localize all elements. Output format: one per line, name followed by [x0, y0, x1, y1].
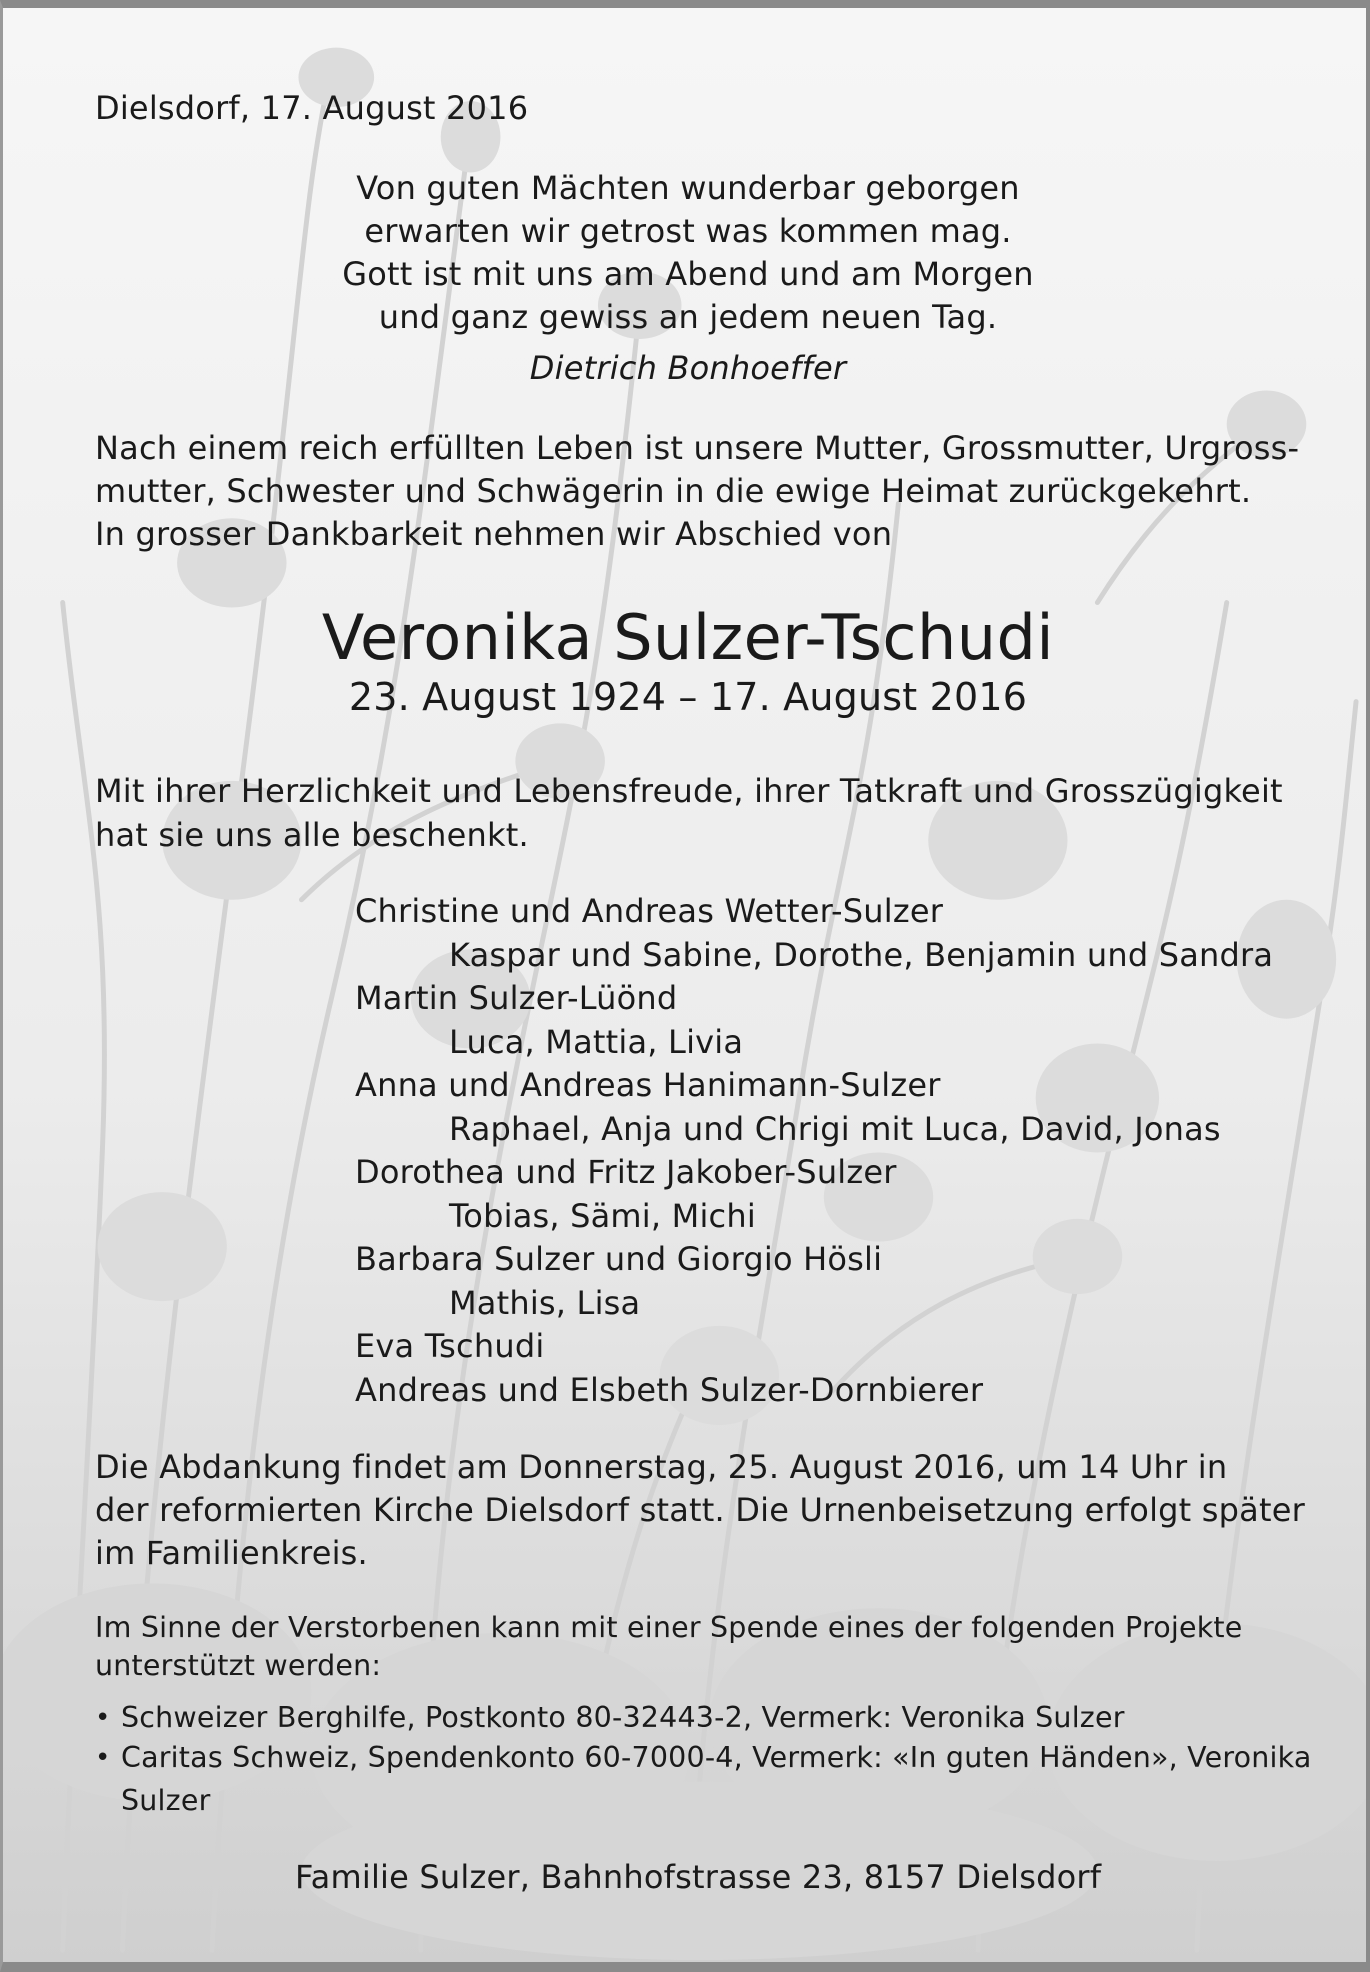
- deceased-dates: 23. August 1924 – 17. August 2016: [348, 675, 1028, 719]
- quote-line: und ganz gewiss an jedem neuen Tag.: [378, 298, 998, 336]
- donation-item: Caritas Schweiz, Spendenkonto 60-7000-4, Vermerk: «In guten Händen», Veronika: [121, 1741, 1312, 1774]
- donation-item: Schweizer Berghilfe, Postkonto 80-32443-2, Vermerk: Veronika Sulzer: [121, 1701, 1125, 1734]
- service-line: im Familienkreis.: [95, 1534, 368, 1572]
- place-date: Dielsdorf, 17. August 2016: [95, 89, 529, 127]
- mourner-family: Dorothea und Fritz Jakober-Sulzer: [355, 1153, 897, 1191]
- donation-item-continuation: Sulzer: [121, 1784, 211, 1817]
- mourner-children: Luca, Mattia, Livia: [449, 1023, 744, 1061]
- mourner-family: Andreas und Elsbeth Sulzer-Dornbierer: [355, 1371, 984, 1409]
- service-line: Die Abdankung findet am Donnerstag, 25. August 2016, um 14 Uhr in: [95, 1448, 1228, 1486]
- mourner-family: Martin Sulzer-Lüönd: [355, 979, 678, 1017]
- mourner-children: Tobias, Sämi, Michi: [449, 1197, 756, 1235]
- quote-line: Von guten Mächten wunderbar geborgen: [356, 169, 1020, 207]
- mourner-family: Barbara Sulzer und Giorgio Hösli: [355, 1240, 883, 1278]
- mourner-children: Mathis, Lisa: [449, 1284, 641, 1322]
- intro-line: mutter, Schwester und Schwägerin in die ewige Heimat zurückgekehrt.: [95, 472, 1252, 510]
- mourner-family: Christine und Andreas Wetter-Sulzer: [355, 892, 944, 930]
- donation-intro-line: Im Sinne der Verstorbenen kann mit einer Spende eines der folgenden Projekte: [95, 1611, 1243, 1644]
- intro-line: In grosser Dankbarkeit nehmen wir Abschied von: [95, 515, 893, 553]
- deceased-name: Veronika Sulzer-Tschudi: [321, 601, 1055, 674]
- quote-line: erwarten wir getrost was kommen mag.: [364, 212, 1012, 250]
- intro-line: Nach einem reich erfüllten Leben ist unsere Mutter, Grossmutter, Urgross-: [95, 429, 1300, 467]
- quote-author: Dietrich Bonhoeffer: [529, 349, 847, 387]
- mourner-family: Eva Tschudi: [355, 1327, 545, 1365]
- donation-intro-line: unterstützt werden:: [95, 1649, 382, 1682]
- service-line: der reformierten Kirche Dielsdorf statt. Die Urnenbeisetzung erfolgt später: [95, 1491, 1305, 1529]
- family-address: Familie Sulzer, Bahnhofstrasse 23, 8157 Dielsdorf: [295, 1858, 1102, 1896]
- tribute-line: Mit ihrer Herzlichkeit und Lebensfreude, ihrer Tatkraft und Grosszügigkeit: [95, 772, 1283, 810]
- mourner-children: Kaspar und Sabine, Dorothe, Benjamin und Sandra: [449, 936, 1274, 974]
- obituary-text: [3, 8, 1366, 1962]
- mourner-children: Raphael, Anja und Chrigi mit Luca, David, Jonas: [449, 1110, 1221, 1148]
- mourner-family: Anna und Andreas Hanimann-Sulzer: [355, 1066, 941, 1104]
- quote-line: Gott ist mit uns am Abend und am Morgen: [342, 255, 1034, 293]
- bullet-icon: •: [95, 1743, 111, 1773]
- tribute-line: hat sie uns alle beschenkt.: [95, 816, 529, 854]
- bullet-icon: •: [95, 1703, 111, 1733]
